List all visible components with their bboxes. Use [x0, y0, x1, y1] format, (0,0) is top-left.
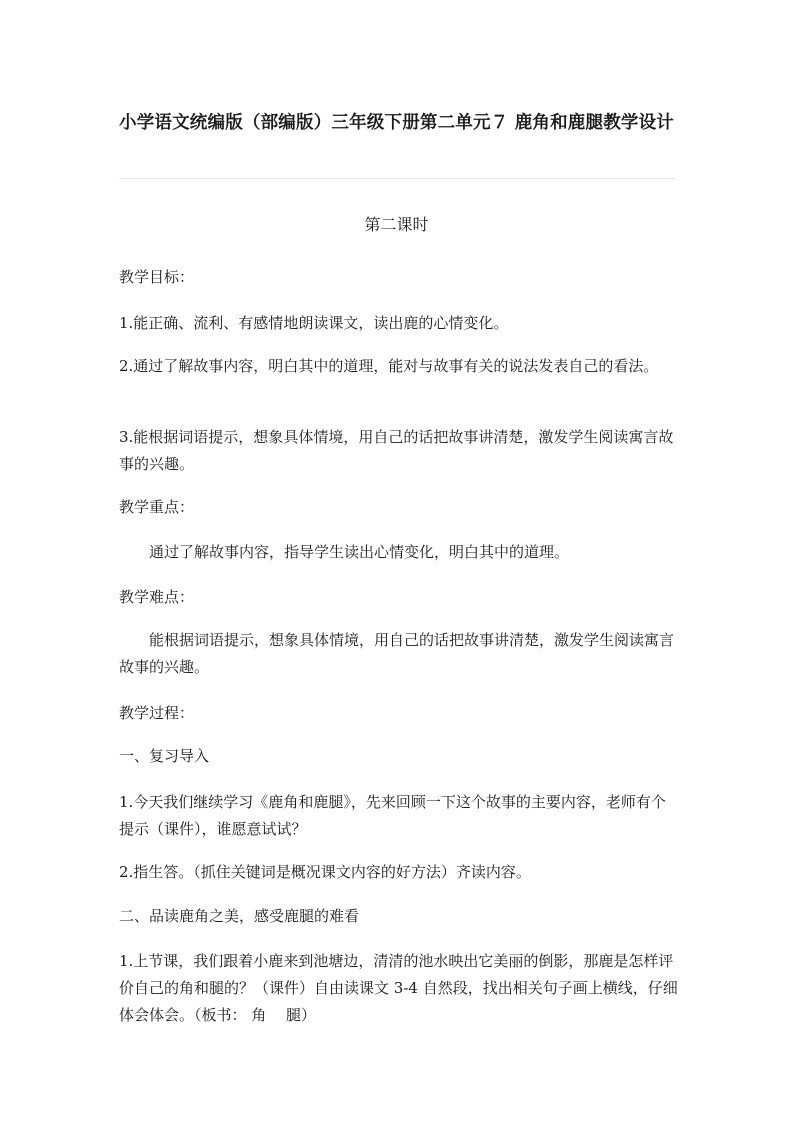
difficulty-text: 能根据词语提示，想象具体情境，用自己的话把故事讲清楚，激发学生阅读寓言故事的兴趣。	[119, 631, 675, 676]
section-1-heading: 一、复习导入	[119, 747, 210, 765]
difficulty-heading: 教学难点：	[119, 588, 195, 606]
key-points-heading: 教学重点：	[119, 498, 195, 516]
objective-item-2: 2.通过了解故事内容，明白其中的道理，能对与故事有关的说法发表自己的看法。	[119, 357, 659, 375]
document-title: 小学语文统编版（部编版）三年级下册第二单元７ 鹿角和鹿腿教学设计	[119, 113, 674, 133]
process-heading: 教学过程：	[119, 704, 195, 722]
objective-item-1: 1.能正确、流利、有感情地朗读课文，读出鹿的心情变化。	[119, 314, 509, 332]
section-1-item-1: 1.今天我们继续学习《鹿角和鹿腿》，先来回顾一下这个故事的主要内容，老师有个提示（课件），谁愿意试试？	[119, 793, 666, 838]
objectives-heading: 教学目标：	[119, 268, 195, 286]
lesson-period-subtitle: 第二课时	[364, 215, 429, 234]
section-2-heading: 二、品读鹿角之美，感受鹿腿的难看	[119, 907, 360, 925]
section-2-item-1: 1.上节课，我们跟着小鹿来到池塘边，清清的池水映出它美丽的倒影，那鹿是怎样评价自己的角和腿的？（课件）自由读课文 3-4 自然段，找出相关句子画上横线，仔细体会体会。（板书： 角 腿）	[119, 952, 678, 1024]
section-1-item-2: 2.指生答。（抓住关键词是概况课文内容的好方法）齐读内容。	[119, 863, 531, 881]
objective-item-3: 3.能根据词语提示，想象具体情境，用自己的话把故事讲清楚，激发学生阅读寓言故事的兴趣。	[119, 428, 674, 473]
key-points-text: 通过了解故事内容，指导学生读出心情变化，明白其中的道理。	[149, 543, 570, 561]
title-divider	[119, 178, 675, 179]
